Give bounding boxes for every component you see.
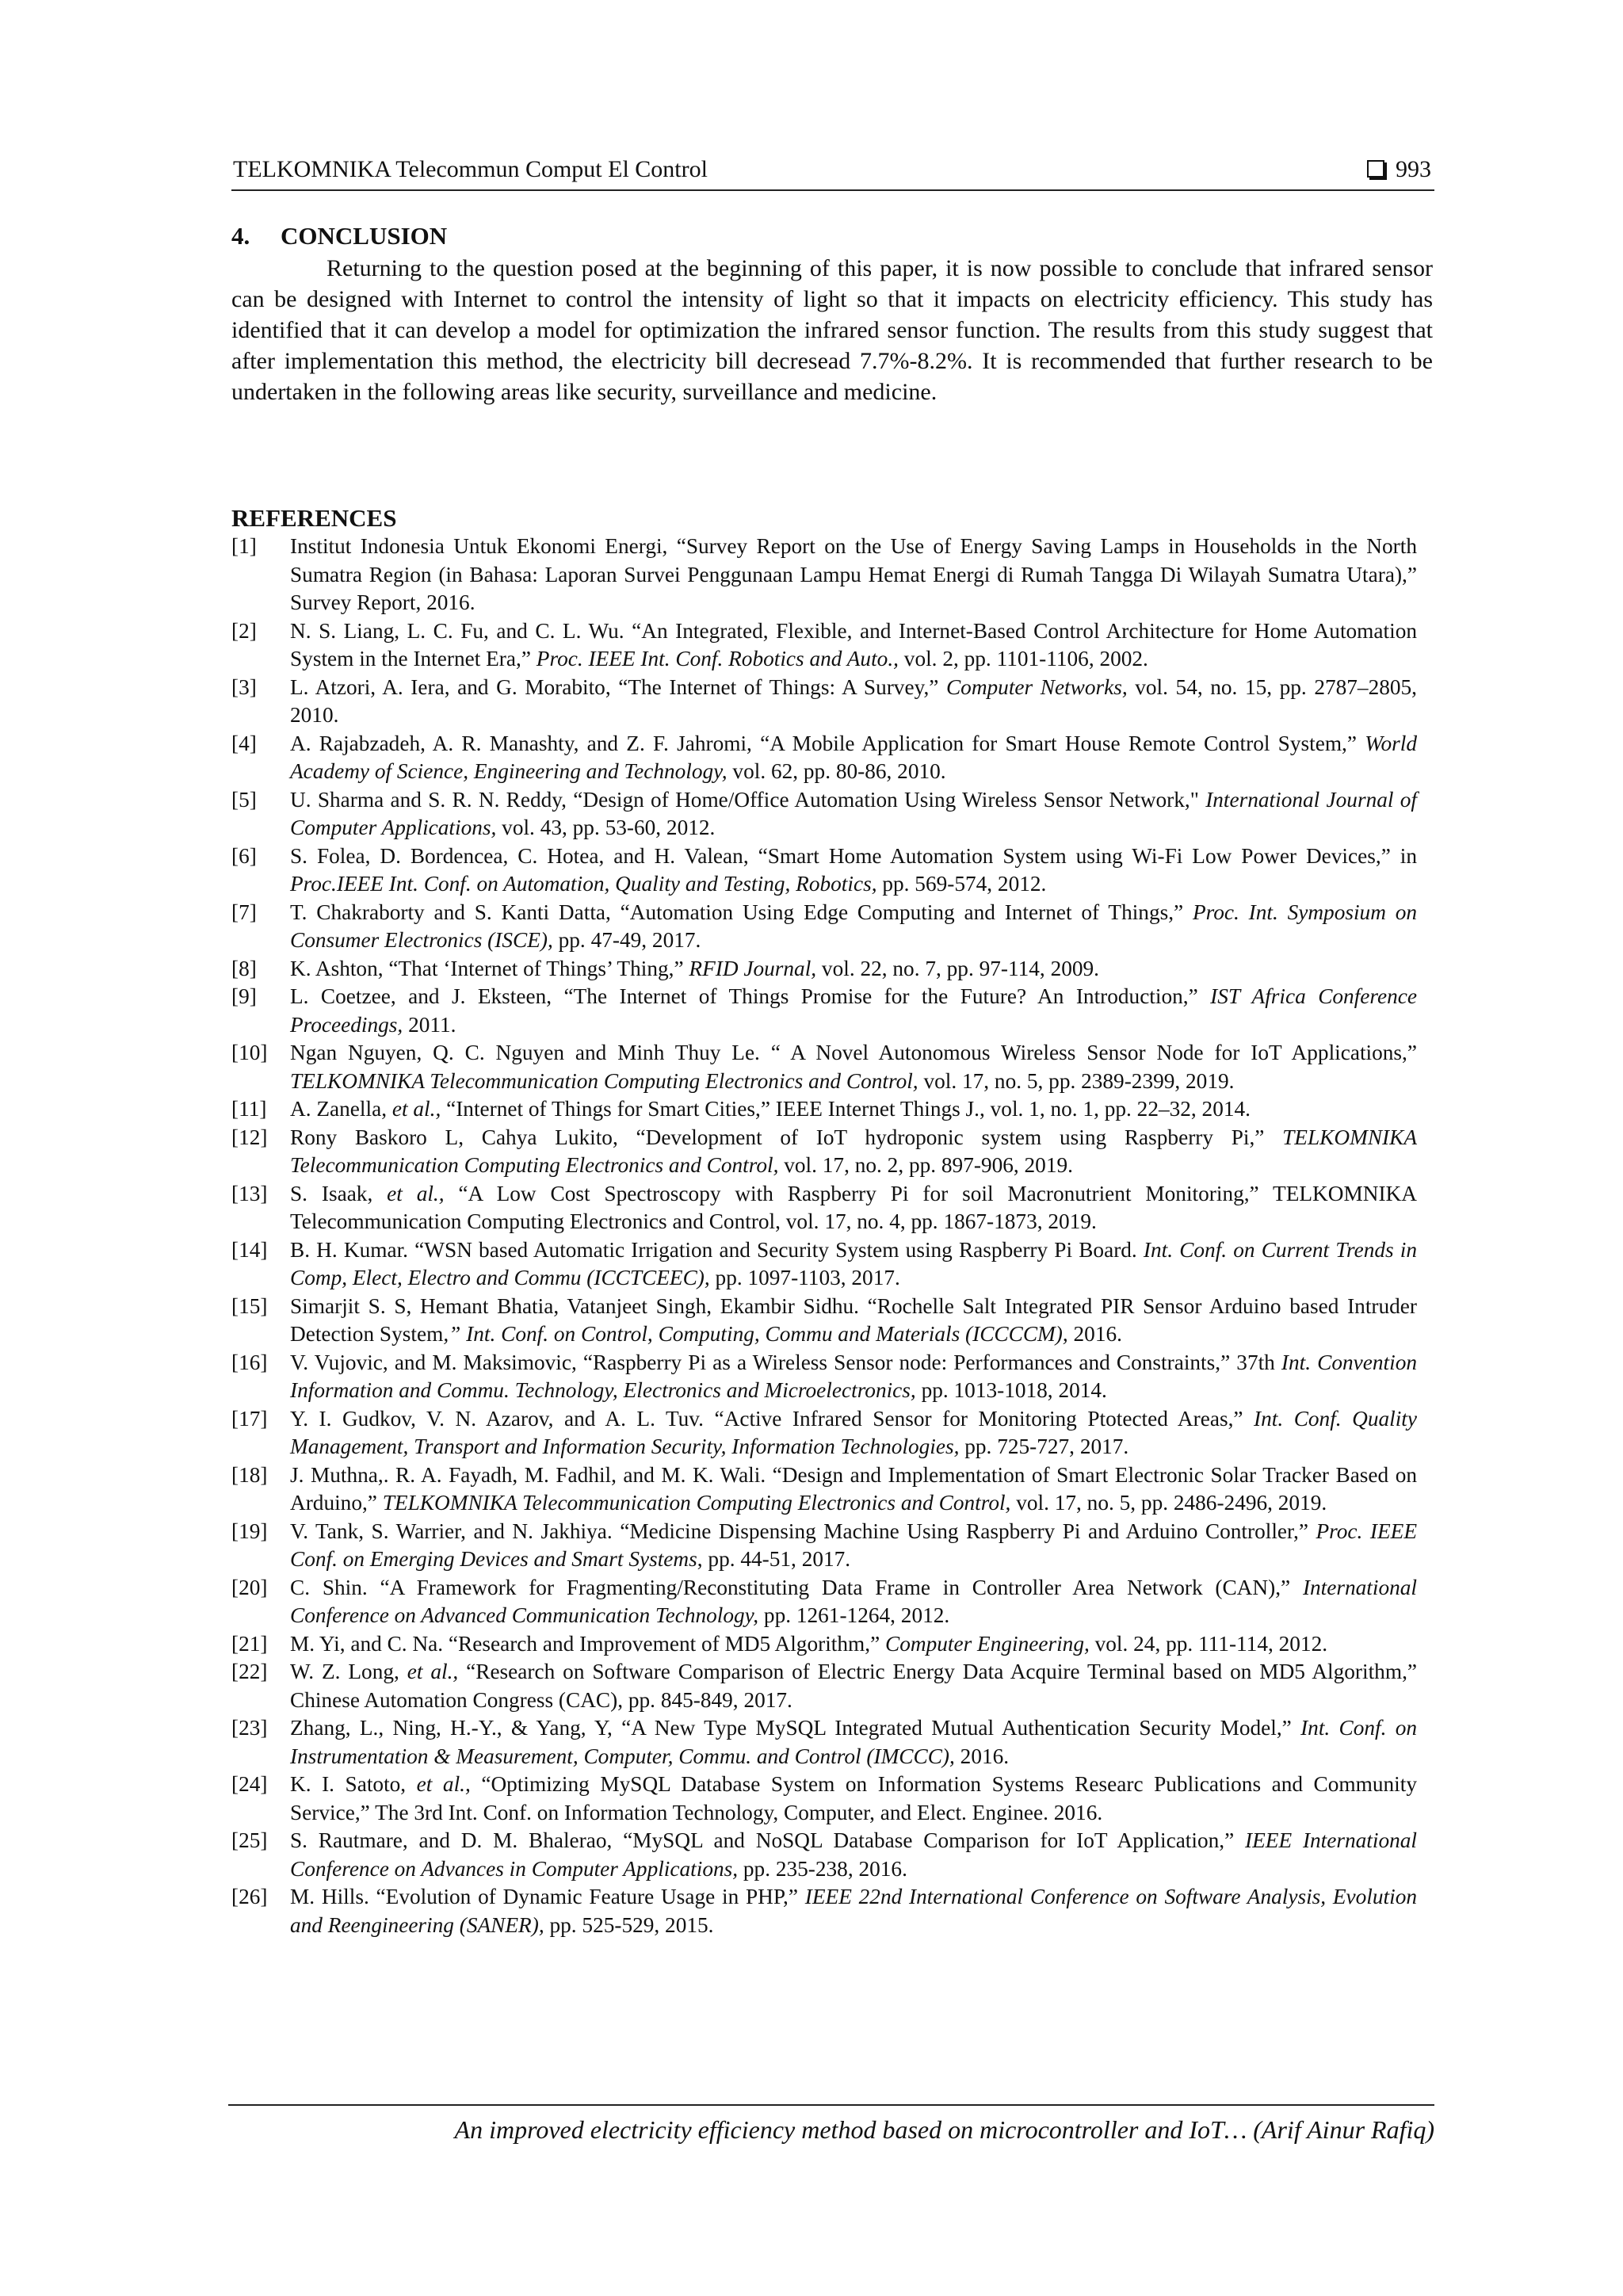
reference-text: A. Rajabzadeh, A. R. Manashty, and Z. F. Jahromi, “A Mobile Application for Smart House Remote Control System,” — [290, 731, 1365, 755]
reference-venue: Int. Convention Information and Commu. Technology, Electronics and Microelectronics, — [290, 1350, 1418, 1402]
reference-item — [231, 1518, 1417, 1574]
reference-item — [231, 617, 1417, 674]
reference-venue: IEEE International Conference on Advances in Computer Applications, — [290, 1828, 1418, 1881]
reference-venue: Proc. Int. Symposium on Consumer Electronics (ISCE), — [290, 900, 1417, 952]
reference-number: [10] — [231, 1041, 268, 1064]
reference-details: pp. 47-49, 2017. — [552, 928, 701, 952]
reference-text: S. Isaak, — [290, 1181, 388, 1205]
reference-details: pp. 1013-1018, 2014. — [915, 1378, 1107, 1402]
reference-item — [231, 983, 1417, 1039]
reference-item — [231, 730, 1417, 786]
reference-venue: Int. Conf. on Instrumentation & Measurement, Computer, Commu. and Control (IMCCC), — [290, 1716, 1417, 1768]
reference-venue: et al., — [391, 1097, 441, 1121]
reference-venue: Int. Conf. Quality Management, Transport and Information Security, Information Technologies, — [290, 1406, 1417, 1458]
reference-venue: Proc. IEEE Int. Conf. Robotics and Auto., — [536, 647, 899, 670]
reference-number: [22] — [231, 1660, 268, 1683]
reference-item — [231, 1630, 1417, 1659]
reference-venue: TELKOMNIKA Telecommunication Computing Electronics and Control, — [290, 1125, 1417, 1177]
reference-venue: TELKOMNIKA Telecommunication Computing Electronics and Control, — [290, 1068, 918, 1093]
reference-venue: et al., — [416, 1772, 471, 1796]
reference-item — [231, 1658, 1417, 1714]
reference-details: pp. 235-238, 2016. — [738, 1856, 907, 1881]
reference-text: T. Chakraborty and S. Kanti Datta, “Automation Using Edge Computing and Internet of Things,” — [290, 900, 1193, 924]
reference-number: [8] — [231, 956, 257, 980]
reference-venue: Proc.IEEE Int. Conf. on Automation, Quality and Testing, Robotics, — [290, 872, 877, 896]
reference-number: [26] — [231, 1885, 268, 1908]
reference-venue: International Conference on Advanced Communication Technology, — [290, 1575, 1417, 1627]
reference-text: Zhang, L., Ning, H.-Y., & Yang, Y, “A New Type MySQL Integrated Mutual Authentication Security Model,” — [290, 1716, 1301, 1740]
reference-number: [20] — [231, 1575, 268, 1599]
reference-venue: et al., — [407, 1660, 459, 1683]
reference-item — [231, 899, 1417, 955]
reference-text: B. H. Kumar. “WSN based Automatic Irrigation and Security System using Raspberry Pi Board. — [290, 1237, 1144, 1262]
reference-number: [17] — [231, 1406, 268, 1431]
reference-venue: IEEE 22nd International Conference on Software Analysis, Evolution and Reengineering (SANER), — [290, 1885, 1417, 1937]
reference-venue: TELKOMNIKA Telecommunication Computing Electronics and Control, — [382, 1491, 1011, 1515]
reference-item — [231, 1293, 1417, 1349]
reference-number: [23] — [231, 1716, 268, 1740]
reference-venue: Computer Networks, — [945, 674, 1128, 699]
reference-text: S. Folea, D. Bordencea, C. Hotea, and H. Valean, “Smart Home Automation System using Wi-Fi Low Power Devices,” in — [290, 843, 1417, 868]
reference-details: 2016. — [1067, 1322, 1122, 1346]
running-footer: An improved electricity efficiency method based on microcontroller and IoT… (Arif Ainur Rafiq) — [454, 2115, 1434, 2144]
reference-number: [14] — [231, 1237, 268, 1262]
reference-details: “A Low Cost Spectroscopy with Raspberry Pi for soil Macronutrient Monitoring,” TELKOMNIKA Telecommunication Computing Electronics and Control, vol. 17, no. 4, pp. 1867-1873, 2019. — [290, 1181, 1417, 1233]
reference-details: vol. 24, pp. 111-114, 2012. — [1089, 1631, 1328, 1656]
reference-number: [11] — [231, 1097, 267, 1121]
reference-number: [18] — [231, 1462, 268, 1487]
reference-text: K. Ashton, “That ‘Internet of Things’ Thing,” — [290, 956, 689, 980]
reference-details: pp. 1261-1264, 2012. — [758, 1603, 950, 1627]
reference-details: vol. 17, no. 5, pp. 2486-2496, 2019. — [1010, 1491, 1327, 1515]
section-heading-conclusion — [231, 222, 447, 250]
reference-number: [3] — [231, 674, 257, 699]
reference-details: vol. 2, pp. 1101-1106, 2002. — [898, 647, 1148, 670]
footer-rule — [228, 2104, 1434, 2106]
reference-item — [231, 1461, 1417, 1518]
reference-venue: ,” Int. Conf. on Control, Computing, Commu and Materials (ICCCCM), — [443, 1322, 1068, 1346]
reference-text: Simarjit S. S, Hemant Bhatia, Vatanjeet Singh, Ekambir Sidhu. “Rochelle Salt Integrated PIR Sensor Arduino based Intruder Detection System — [290, 1293, 1417, 1346]
reference-details: “Research on Software Comparison of Electric Energy Data Acquire Terminal based on MD5 Algorithm,” Chinese Automation Congress (CAC), pp. 845-849, 2017. — [290, 1660, 1418, 1712]
reference-text: Institut Indonesia Untuk Ekonomi Energi, “Survey Report on the Use of Energy Saving Lamps in Households in the North Sumatra Region (in Bahasa: Laporan Survei Penggunaan Lampu Hemat Energi di Rumah Tangga Di Wilayah Sumatra Utara),” Survey Report, 2016. — [290, 534, 1417, 614]
reference-venue: RFID Journal, — [689, 956, 817, 980]
reference-details: 2016. — [954, 1744, 1010, 1768]
reference-details: vol. 43, pp. 53-60, 2012. — [496, 816, 716, 839]
reference-item — [231, 1771, 1417, 1827]
reference-text: C. Shin. “A Framework for Fragmenting/Reconstituting Data Frame in Controller Area Network (CAN),” — [290, 1575, 1303, 1599]
reference-venue: IST Africa Conference Proceedings, — [290, 984, 1418, 1037]
reference-text: V. Vujovic, and M. Maksimovic, “Raspberry Pi as a Wireless Sensor node: Performances and Constraints,” 37th — [290, 1350, 1281, 1374]
reference-details: , pp. 44-51, 2017. — [697, 1547, 851, 1571]
running-header — [231, 153, 1434, 191]
reference-item — [231, 1039, 1417, 1095]
reference-number: [7] — [231, 900, 257, 924]
reference-number: [19] — [231, 1519, 268, 1543]
reference-venue: Int. Conf. on Current Trends in Comp, Elect, Electro and Commu (ICCTCEEC), — [290, 1237, 1417, 1289]
reference-number: [1] — [231, 534, 257, 558]
reference-item — [231, 1405, 1417, 1461]
reference-number: [2] — [231, 618, 257, 643]
reference-text: L. Coetzee, and J. Eksteen, “The Internet of Things Promise for the Future? An Introduction,” — [290, 984, 1211, 1008]
conclusion-paragraph — [231, 253, 1433, 407]
reference-item — [231, 1236, 1417, 1293]
reference-item — [231, 1124, 1417, 1180]
references-heading: REFERENCES — [231, 504, 397, 532]
reference-venue: Computer Engineering, — [885, 1631, 1090, 1656]
reference-text: M. Yi, and C. Na. “Research and Improvement of MD5 Algorithm,” — [290, 1631, 886, 1656]
reference-number: [13] — [231, 1181, 268, 1205]
reference-text: S. Rautmare, and D. M. Bhalerao, “MySQL and NoSQL Database Comparison for IoT Application,” — [290, 1828, 1246, 1852]
reference-details: vol. 22, no. 7, pp. 97-114, 2009. — [816, 956, 1099, 980]
reference-venue: World Academy of Science, Engineering and Technology, — [290, 731, 1417, 783]
reference-list — [231, 533, 1417, 1939]
reference-text: M. Hills. “Evolution of Dynamic Feature Usage in PHP,” — [290, 1885, 805, 1908]
reference-details: 2011. — [403, 1012, 456, 1037]
reference-number: [12] — [231, 1125, 268, 1149]
reference-details: “Internet of Things for Smart Cities,” IEEE Internet Things J., vol. 1, no. 1, pp. 22–32, 2014. — [441, 1097, 1251, 1121]
reference-text: L. Atzori, A. Iera, and G. Morabito, “The Internet of Things: A Survey,” — [290, 674, 946, 699]
reference-item — [231, 955, 1417, 984]
conclusion-text: Returning to the question posed at the beginning of this paper, it is now possible to conclude that infrared sensor can be designed with Internet to control the intensity of light so that it impacts on electricity efficiency. This study has identified that it can develop a model for optimization the infrared sensor function. The results from this study suggest that after implementation this method, the electricity bill decresead 7.7%-8.2%. It is recommended that further research to be undertaken in the following areas like security, surveillance and medicine. — [231, 255, 1433, 405]
page-number: 993 — [1396, 156, 1431, 182]
reference-venue: International Journal of Computer Applications, — [290, 787, 1417, 839]
reference-item — [231, 1349, 1417, 1405]
reference-item — [231, 1883, 1417, 1939]
reference-details: “Optimizing MySQL Database System on Information Systems Researc Publications and Community Service,” The 3rd Int. Conf. on Information Technology, Computer, and Elect. Enginee. 2016. — [290, 1772, 1417, 1824]
reference-text: Rony Baskoro L, Cahya Lukito, “Development of IoT hydroponic system using Raspberry Pi,” — [290, 1125, 1283, 1149]
reference-number: [24] — [231, 1772, 268, 1796]
reference-item — [231, 1827, 1417, 1883]
reference-item — [231, 1180, 1417, 1236]
reference-text: U. Sharma and S. R. N. Reddy, “Design of Home/Office Automation Using Wireless Sensor Network," — [290, 787, 1206, 812]
reference-details: pp. 725-727, 2017. — [959, 1435, 1129, 1458]
reference-details: pp. 525-529, 2015. — [544, 1912, 714, 1937]
reference-text: A. Zanella, — [290, 1097, 392, 1121]
reference-item — [231, 786, 1417, 842]
reference-details: vol. 17, no. 2, pp. 897-906, 2019. — [778, 1153, 1073, 1177]
reference-item — [231, 842, 1417, 899]
reference-number: [4] — [231, 731, 257, 755]
reference-item — [231, 1574, 1417, 1630]
reference-text: Y. I. Gudkov, V. N. Azarov, and A. L. Tuv. “Active Infrared Sensor for Monitoring Ptotected Areas,” — [290, 1406, 1254, 1431]
reference-text: N. S. Liang, L. C. Fu, and C. L. Wu. “An Integrated, Flexible, and Internet-Based Control Architecture for Home Automation System in the Internet Era,” — [290, 618, 1417, 670]
reference-number: [25] — [231, 1828, 268, 1852]
reference-item — [231, 1714, 1417, 1771]
reference-item — [231, 674, 1417, 730]
section-number: 4. — [231, 222, 250, 250]
reference-text: J. Muthna,. R. A. Fayadh, M. Fadhil, and M. K. Wali. “Design and Implementation of Smart Electronic Solar Tracker Based on Arduino,” — [290, 1462, 1417, 1515]
reference-text: Ngan Nguyen, Q. C. Nguyen and Minh Thuy Le. “ A Novel Autonomous Wireless Sensor Node for IoT Applications,” — [290, 1041, 1417, 1064]
reference-text: W. Z. Long, — [290, 1660, 407, 1683]
journal-name: TELKOMNIKA Telecommun Comput El Control — [233, 156, 708, 182]
reference-venue: et al., — [387, 1181, 445, 1205]
page-number-block — [1367, 156, 1431, 183]
reference-item — [231, 1095, 1417, 1124]
reference-text: K. I. Satoto, — [290, 1772, 417, 1796]
reference-details: vol. 54, no. 15, pp. 2787–2805, 2010. — [290, 674, 1417, 727]
section-title: CONCLUSION — [281, 222, 448, 250]
reference-text: V. Tank, S. Warrier, and N. Jakhiya. “Medicine Dispensing Machine Using Raspberry Pi and Arduino Controller,” — [290, 1519, 1316, 1543]
reference-number: [16] — [231, 1350, 268, 1374]
reference-details: pp. 569-574, 2012. — [876, 872, 1047, 896]
reference-number: [15] — [231, 1293, 268, 1318]
reference-item — [231, 533, 1417, 617]
reference-details: pp. 1097-1103, 2017. — [709, 1266, 900, 1289]
reference-number: [9] — [231, 984, 257, 1008]
reference-number: [5] — [231, 787, 257, 812]
square-bullet-icon — [1367, 160, 1384, 178]
reference-number: [21] — [231, 1631, 268, 1656]
reference-details: vol. 17, no. 5, pp. 2389-2399, 2019. — [918, 1068, 1235, 1093]
reference-number: [6] — [231, 843, 257, 868]
reference-details: vol. 62, pp. 80-86, 2010. — [727, 759, 946, 783]
reference-venue: Proc. IEEE Conf. on Emerging Devices and Smart Systems — [290, 1519, 1418, 1571]
